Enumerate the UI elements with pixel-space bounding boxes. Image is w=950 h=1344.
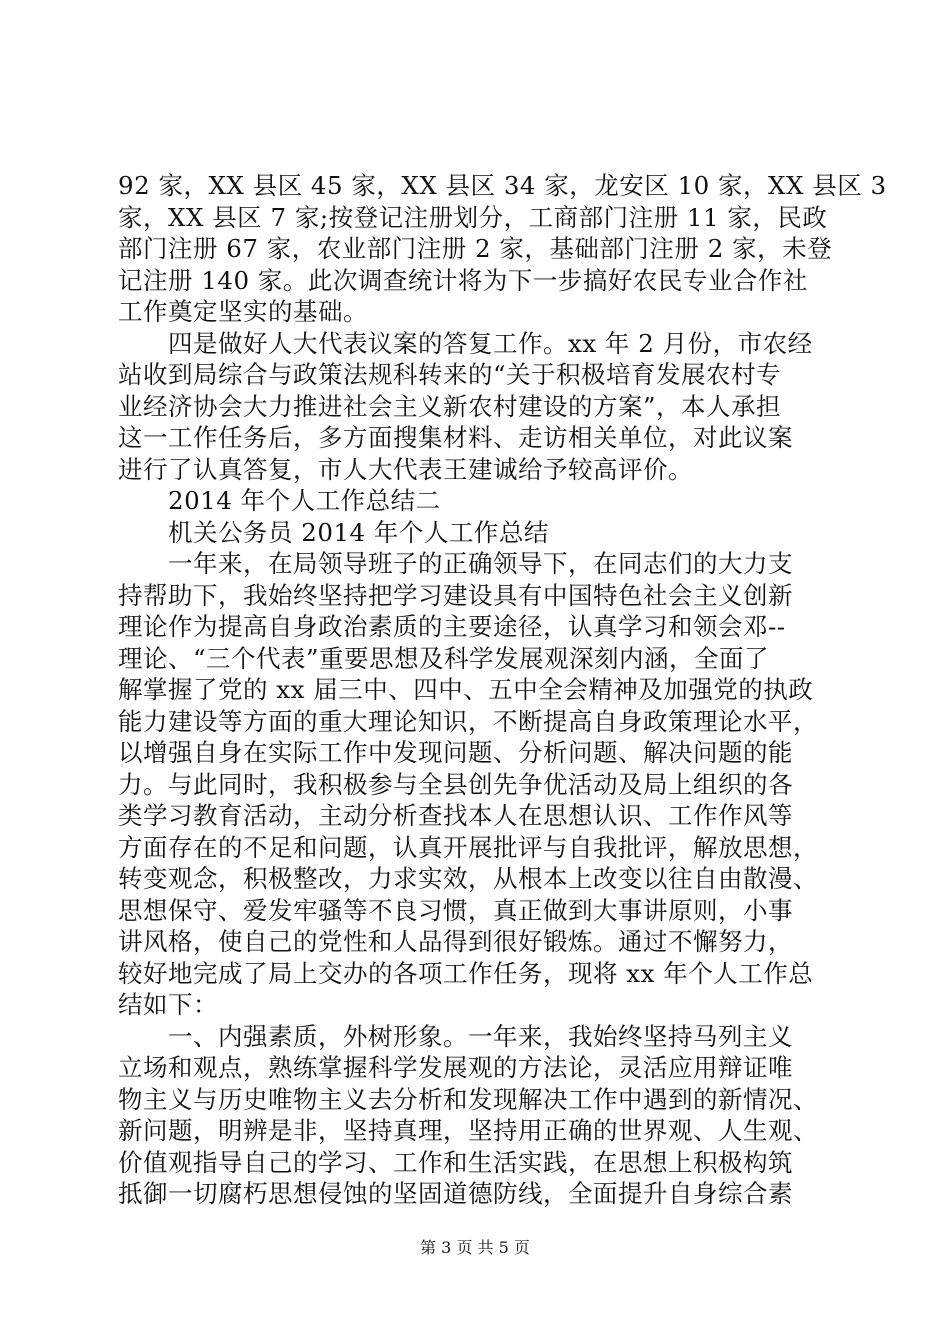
text-line: 持帮助下，我始终坚持把学习建设具有中国特色社会主义创新 — [118, 580, 793, 610]
text-line: 较好地完成了局上交办的各项工作任务，现将 xx 年个人工作总 — [118, 958, 814, 988]
section-subheading: 机关公务员 2014 年个人工作总结 — [118, 517, 549, 547]
text-line: 讲风格，使自己的党性和人品得到很好锻炼。通过不懈努力， — [118, 927, 793, 956]
text-line: 站收到局综合与政策法规科转来的“关于积极培育发展农村专 — [118, 360, 782, 389]
text-line: 价值观指导自己的学习、工作和生活实践，在思想上积极构筑 — [118, 1147, 793, 1177]
text-line: 理论、“三个代表”重要思想及科学发展观深刻内涵，全面了 — [118, 643, 770, 673]
text-line: 能力建设等方面的重大理论知识，不断提高自身政策理论水平， — [118, 706, 818, 736]
text-line: 转变观念，积极整改，力求实效，从根本上改变以往自由散漫、 — [118, 864, 818, 893]
text-line: 业经济协会大力推进社会主义新农村建设的方案”，本人承担 — [118, 391, 782, 421]
text-line: 家，XX 县区 7 家;按登记注册划分，工商部门注册 11 家，民政 — [118, 202, 828, 232]
text-line: 一年来，在局领导班子的正确领导下，在同志们的大力支 — [118, 549, 793, 578]
text-line: 结如下： — [118, 990, 218, 1019]
text-line: 这一工作任务后，多方面搜集材料、走访相关单位，对此议案 — [118, 423, 793, 452]
text-line: 方面存在的不足和问题，认真开展批评与自我批评，解放思想， — [118, 832, 818, 862]
section-heading: 2014 年个人工作总结二 — [118, 486, 441, 515]
text-line: 解掌握了党的 xx 届三中、四中、五中全会精神及加强党的执政 — [118, 675, 814, 704]
text-line: 以增强自身在实际工作中发现问题、分析问题、解决问题的能 — [118, 738, 793, 767]
text-line: 记注册 140 家。此次调查统计将为下一步搞好农民专业合作社 — [118, 265, 808, 295]
text-line: 理论作为提高自身政治素质的主要途径，认真学习和领会邓-- — [118, 612, 786, 641]
text-line: 四是做好人大代表议案的答复工作。xx 年 2 月份，市农经 — [118, 328, 813, 358]
text-line: 92 家，XX 县区 45 家，XX 县区 34 家，龙安区 10 家，XX 县区 3 — [118, 171, 887, 200]
page-number-footer: 第 3 页 共 5 页 — [420, 1238, 530, 1257]
text-line: 思想保守、爱发牢骚等不良习惯，真正做到大事讲原则，小事 — [118, 895, 793, 925]
text-line: 类学习教育活动，主动分析查找本人在思想认识、工作作风等 — [118, 801, 793, 830]
text-line: 新问题，明辨是非，坚持真理，坚持用正确的世界观、人生观、 — [118, 1116, 818, 1145]
text-line: 部门注册 67 家，农业部门注册 2 家，基础部门注册 2 家，未登 — [118, 234, 833, 263]
text-line: 抵御一切腐朽思想侵蚀的坚固道德防线，全面提升自身综合素 — [118, 1179, 793, 1208]
text-line: 物主义与历史唯物主义去分析和发现解决工作中遇到的新情况、 — [118, 1084, 818, 1114]
text-line: 进行了认真答复，市人大代表王建诚给予较高评价。 — [118, 454, 693, 484]
text-line: 力。与此同时，我积极参与全县创先争优活动及局上组织的各 — [118, 769, 793, 799]
text-line: 立场和观点，熟练掌握科学发展观的方法论，灵活应用辩证唯 — [118, 1053, 793, 1082]
text-line: 一、内强素质，外树形象。一年来，我始终坚持马列主义 — [118, 1021, 793, 1051]
text-line: 工作奠定坚实的基础。 — [118, 297, 368, 326]
